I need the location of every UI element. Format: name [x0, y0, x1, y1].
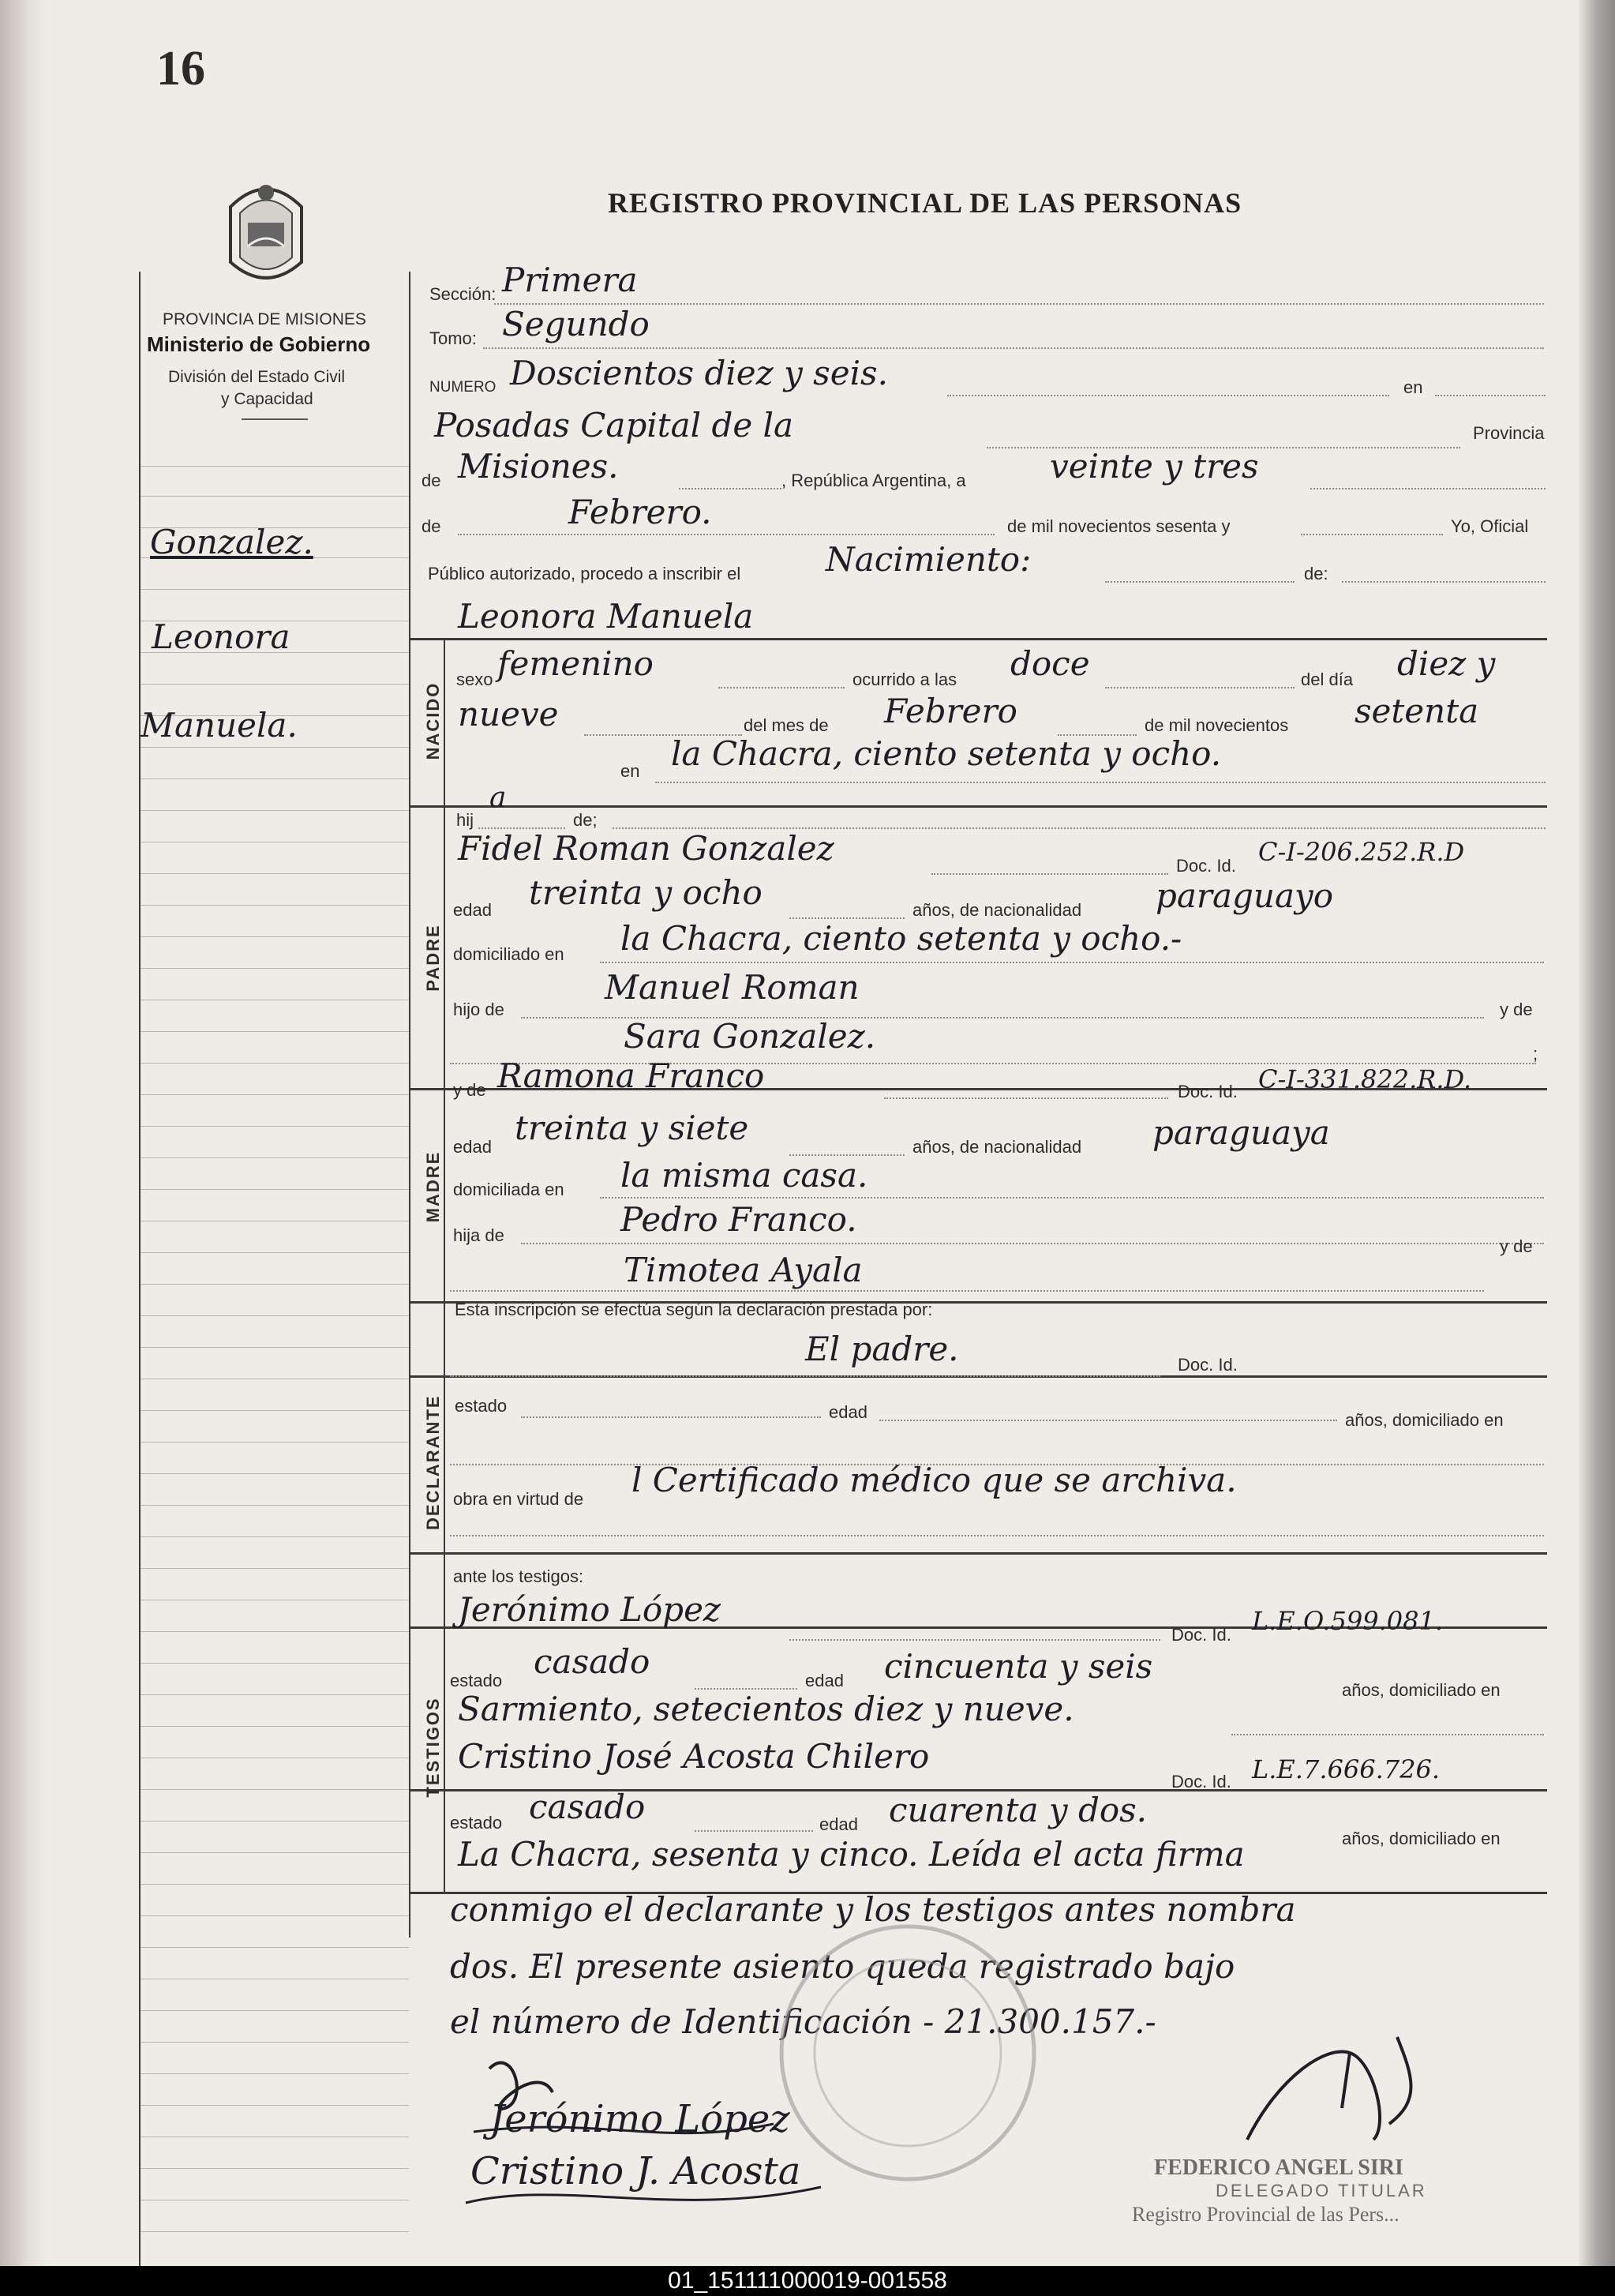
- left-frame-line: [139, 272, 141, 2266]
- value-madre-edad: treinta y siete: [515, 1109, 749, 1147]
- side-label-padre: PADRE: [423, 924, 443, 992]
- label-seccion: Sección:: [429, 284, 496, 304]
- value-testigo1-doc: L.E.O.599.081.: [1252, 1606, 1443, 1636]
- dots: [655, 782, 1546, 783]
- label-obra: obra en virtud de: [453, 1489, 584, 1509]
- value-testigo1-estado: casado: [534, 1642, 650, 1681]
- signature-testigo1: Jerónimo López: [489, 2097, 790, 2141]
- label-padre-domicilio: domiciliado en: [453, 944, 564, 964]
- side-label-testigos: TESTIGOS: [423, 1697, 443, 1798]
- value-anio: setenta: [1355, 692, 1479, 730]
- label-madre-edad: edad: [453, 1137, 492, 1157]
- closing-line-2: conmigo el declarante y los testigos antes nombra: [450, 1890, 1296, 1929]
- dots: [789, 1639, 1160, 1641]
- value-dia-2: nueve: [458, 695, 559, 733]
- value-padre-doc: C-I-206.252.R.D: [1258, 837, 1465, 867]
- dots: [695, 1830, 813, 1832]
- value-testigo2: Cristino José Acosta Chilero: [458, 1737, 930, 1776]
- label-declarante-edad: edad: [829, 1402, 867, 1422]
- label-de-colon: de:: [1304, 564, 1328, 583]
- label-sexo: sexo: [456, 670, 493, 689]
- label-testigo1-edad: edad: [805, 1671, 844, 1690]
- value-tomo: Segundo: [502, 305, 650, 343]
- value-fecha-mes: Febrero.: [568, 493, 712, 531]
- label-en-lugar: en: [620, 761, 640, 781]
- label-declarante-estado: estado: [455, 1396, 508, 1416]
- value-declarante: El padre.: [805, 1330, 959, 1368]
- closing-line-4: el número de Identificación - 21.300.157.-: [450, 2002, 1156, 2041]
- value-testigo1-domicilio: Sarmiento, setecientos diez y nueve.: [458, 1690, 1074, 1728]
- label-testigo2-edad: edad: [819, 1814, 858, 1834]
- image-identifier: 01_151111000019-001558: [668, 2268, 947, 2294]
- dots: [483, 347, 1544, 349]
- officer-stamp-title: DELEGADO TITULAR: [1216, 2181, 1427, 2200]
- document-title: REGISTRO PROVINCIAL DE LAS PERSONAS: [608, 187, 1242, 219]
- dots: [1105, 687, 1295, 688]
- value-provincia: Misiones.: [458, 447, 619, 486]
- officer-stamp-name: FEDERICO ANGEL SIRI: [1154, 2155, 1403, 2180]
- value-padre-nombre: Fidel Roman Gonzalez: [458, 829, 834, 868]
- officer-stamp-office: Registro Provincial de las Pers...: [1132, 2203, 1400, 2226]
- dots: [521, 1243, 1544, 1244]
- side-label-nacido: NACIDO: [423, 681, 443, 760]
- value-certificado: l Certificado médico que se archiva.: [631, 1461, 1237, 1499]
- value-padre-nacionalidad: paraguayo: [1156, 876, 1334, 915]
- closing-line-3: dos. El presente asiento queda registrado bajo: [450, 1947, 1235, 1986]
- rule-declarante-bottom: [409, 1552, 1547, 1555]
- dots: [494, 303, 1544, 305]
- label-padre-y-de: y de: [1500, 1000, 1533, 1019]
- label-testigo2-doc: Doc. Id.: [1171, 1772, 1231, 1791]
- margin-second-name: Manuela.: [141, 706, 298, 745]
- value-padre-madre: Sara Gonzalez.: [624, 1017, 876, 1056]
- division-label: División del Estado Civil: [168, 368, 346, 386]
- label-madre-domicilio: domiciliada en: [453, 1180, 564, 1199]
- value-madre-domicilio: la misma casa.: [620, 1156, 868, 1195]
- label-esta-inscripcion: Esta inscripción se efectúa según la declaración prestada por:: [455, 1300, 933, 1319]
- value-nombre: Leonora Manuela: [458, 597, 754, 636]
- label-publico: Público autorizado, procedo a inscribir el: [428, 564, 741, 583]
- value-padre-edad: treinta y ocho: [529, 873, 763, 912]
- header-underline: [242, 418, 308, 420]
- value-padre-padre: Manuel Roman: [605, 968, 860, 1007]
- province-label: PROVINCIA DE MISIONES: [163, 310, 366, 328]
- division-label-2: y Capacidad: [221, 390, 313, 408]
- label-ante-testigos: ante los testigos:: [453, 1566, 584, 1586]
- page-stack-edge: [1579, 0, 1615, 2296]
- value-dia: diez y: [1397, 644, 1496, 683]
- dots: [1231, 1734, 1544, 1735]
- side-label-madre: MADRE: [423, 1150, 443, 1223]
- label-declarante-doc: Doc. Id.: [1178, 1355, 1238, 1375]
- label-padre-edad: edad: [453, 900, 492, 920]
- closing-line-1: La Chacra, sesenta y cinco. Leída el acta firma: [458, 1835, 1245, 1874]
- signature-testigo2: Cristino J. Acosta: [470, 2149, 801, 2193]
- label-madre-y-de: y de: [1500, 1236, 1533, 1256]
- value-lugar-nacimiento: la Chacra, ciento setenta y ocho.: [671, 734, 1222, 773]
- value-sexo: femenino: [497, 644, 654, 683]
- rule-nacido-bottom: [409, 805, 1547, 808]
- label-de-mil-sesenta: de mil novecientos sesenta y: [1007, 516, 1231, 536]
- label-testigo2-estado: estado: [450, 1813, 503, 1833]
- value-madre-nacionalidad: paraguaya: [1152, 1113, 1330, 1152]
- label-padre-nacionalidad: años, de nacionalidad: [912, 900, 1082, 920]
- label-declarante-anos: años, domiciliado en: [1345, 1410, 1504, 1430]
- label-de-mes: de: [422, 516, 441, 536]
- dots: [879, 1420, 1337, 1421]
- dots: [1301, 534, 1443, 535]
- value-madre-madre: Timotea Ayala: [624, 1251, 863, 1289]
- rule-nacido-top: [409, 638, 1547, 640]
- label-provincia: Provincia: [1473, 423, 1545, 443]
- label-hij: hij: [456, 810, 474, 830]
- dots: [450, 1535, 1544, 1536]
- label-semicolon: ;: [1533, 1044, 1538, 1064]
- signatures-left: [442, 2037, 916, 2258]
- ministry-label: Ministerio de Gobierno: [147, 332, 371, 356]
- coat-of-arms-seal: [223, 175, 309, 289]
- value-madre-doc: C-I-331.822.R.D.: [1258, 1064, 1472, 1094]
- margin-surname: Gonzalez.: [150, 523, 313, 561]
- label-testigo1-doc: Doc. Id.: [1171, 1625, 1231, 1645]
- dots: [679, 488, 781, 490]
- value-testigo2-estado: casado: [529, 1788, 646, 1826]
- label-tomo: Tomo:: [429, 328, 477, 348]
- center-frame-line: [409, 272, 410, 1938]
- page-number: 16: [156, 42, 205, 96]
- side-label-frame-line: [444, 638, 445, 1893]
- dots: [947, 395, 1389, 396]
- label-y-de-madre: y de: [453, 1080, 486, 1100]
- dots: [1105, 581, 1295, 583]
- value-seccion: Primera: [502, 261, 638, 299]
- value-hij-letter: a: [489, 782, 507, 814]
- label-padre-doc: Doc. Id.: [1176, 856, 1236, 876]
- dots: [1435, 395, 1546, 396]
- side-label-declarante: DECLARANTE: [423, 1394, 443, 1530]
- value-testigo2-doc: L.E.7.666.726.: [1252, 1754, 1440, 1784]
- value-fecha-dia: veinte y tres: [1050, 447, 1259, 486]
- value-mes: Febrero: [884, 692, 1017, 730]
- value-madre-padre: Pedro Franco.: [620, 1200, 857, 1239]
- label-testigo1-estado: estado: [450, 1671, 503, 1690]
- value-madre-nombre: Ramona Franco: [497, 1056, 765, 1095]
- dots: [884, 1097, 1168, 1099]
- label-numero: NUMERO: [429, 379, 496, 396]
- label-de-semicolon: de;: [573, 810, 598, 830]
- dots: [458, 534, 995, 535]
- value-lugar: Posadas Capital de la: [434, 406, 794, 445]
- label-madre-doc: Doc. Id.: [1178, 1082, 1238, 1101]
- dots: [600, 962, 1544, 963]
- label-en: en: [1403, 377, 1423, 397]
- label-republica: , República Argentina, a: [781, 471, 966, 490]
- label-del-dia: del día: [1301, 670, 1354, 689]
- signature-officer: [1231, 2029, 1437, 2148]
- label-yo-oficial: Yo, Oficial: [1451, 516, 1529, 536]
- value-testigo1: Jerónimo López: [458, 1590, 721, 1629]
- value-hora: doce: [1010, 644, 1090, 683]
- value-testigo1-edad: cincuenta y seis: [884, 1647, 1153, 1686]
- dots: [1342, 581, 1546, 583]
- dots: [450, 1375, 1160, 1377]
- dots: [600, 1197, 1544, 1199]
- dots: [450, 1290, 1484, 1292]
- dots: [521, 1416, 821, 1418]
- label-de-mil-novecientos: de mil novecientos: [1145, 715, 1289, 735]
- label-de-provincia: de: [422, 471, 441, 490]
- label-del-mes: del mes de: [744, 715, 829, 735]
- label-hijo-de: hijo de: [453, 1000, 504, 1019]
- label-testigo1-anos: años, domiciliado en: [1342, 1680, 1501, 1700]
- dots: [1310, 488, 1546, 490]
- book-binding-edge: [0, 0, 47, 2296]
- value-testigo2-edad: cuarenta y dos.: [889, 1791, 1148, 1829]
- dots: [931, 873, 1168, 875]
- label-madre-nacionalidad: años, de nacionalidad: [912, 1137, 1082, 1157]
- dots: [718, 687, 845, 688]
- label-testigo2-anos: años, domiciliado en: [1342, 1829, 1501, 1848]
- label-hija-de: hija de: [453, 1225, 504, 1245]
- value-padre-domicilio: la Chacra, ciento setenta y ocho.-: [620, 919, 1182, 958]
- label-ocurrido: ocurrido a las: [852, 670, 957, 689]
- margin-first-name: Leonora: [152, 617, 290, 656]
- value-tipo: Nacimiento:: [826, 540, 1032, 579]
- value-numero: Doscientos diez y seis.: [510, 354, 888, 392]
